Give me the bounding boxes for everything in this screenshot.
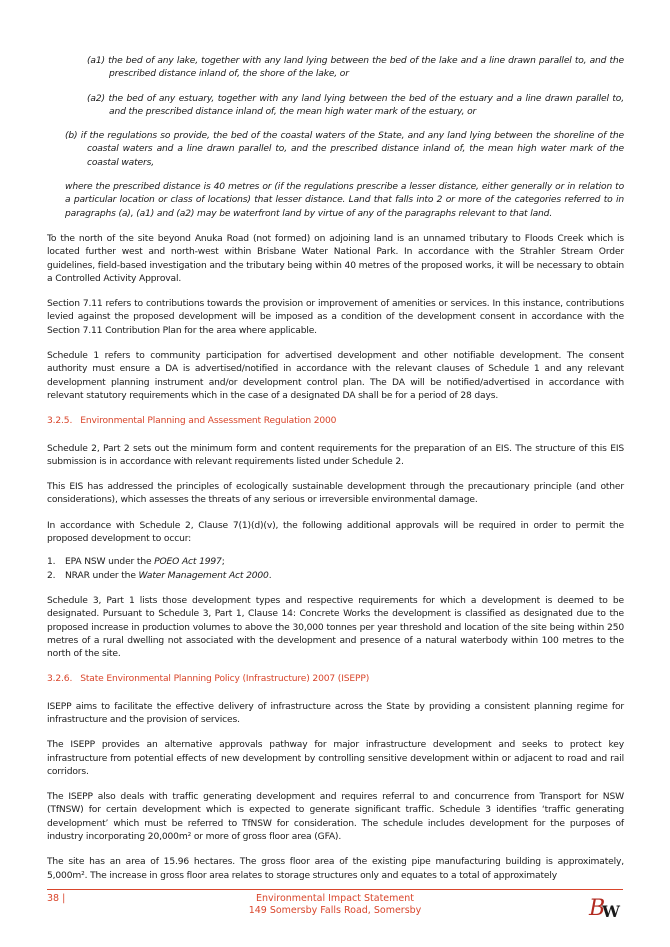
paragraph: Schedule 2, Part 2 sets out the minimum form and content requirements for the preparation of an EIS. The structure of this EIS submission is in accordance with relevant requirements listed under Schedule 2. <box>47 443 624 467</box>
paragraph: In accordance with Schedule 2, Clause 7(1)(d)(v), the following additional approvals will be required in order to permit the proposed development to occur: <box>47 520 624 545</box>
list-item: 1. EPA NSW under the POEO Act 1997; <box>47 557 225 568</box>
quote-where: where the prescribed distance is 40 metres or (if the regulations prescribe a lesser distance, either generally or in relation to a particular location or class of locations) that lesser distance. Land that falls into 2 or more of the categories referred to in paragraphs (a), (a1) and (a2) may be waterfront land by virtue of any of the paragraphs relevant to that land. <box>65 182 624 219</box>
quote-label: (a1) <box>87 56 105 66</box>
page-body <box>47 55 624 895</box>
quote-item-a1 <box>47 55 624 82</box>
paragraph: Section 7.11 refers to contributions towards the provision or improvement of amenities or services. In this instance, contributions levied against the proposed development will be imposed as a condition of the development consent in accordance with the Section 7.11 Contribution Plan for the area where applicable. <box>47 299 624 336</box>
logo-letter-w: W <box>602 902 620 921</box>
footer-divider <box>47 889 623 890</box>
section-number: 3.2.6. <box>47 674 73 685</box>
quote-text: if the regulations so provide, the bed of the coastal waters of the State, and any land lying between the shoreline of the coastal waters and a line drawn parallel to, and the prescribed distance inland of, the mean high water mark of the coastal waters, <box>80 131 624 168</box>
quote-item-b <box>47 130 624 170</box>
paragraph: Schedule 1 refers to community participation for advertised development and other notifiable development. The consent authority must ensure a DA is advertised/notified in accordance with the relevant clauses of Schedule 1 and any relevant development planning instrument and/or development control plan. The DA will be notified/advertised in accordance with relevant statutory requirements which in the case of a designated DA shall be for a period of 28 days. <box>47 351 624 401</box>
section-heading-3-2-5 <box>47 415 624 428</box>
section-title: State Environmental Planning Policy (Infrastructure) 2007 (ISEPP) <box>80 674 370 685</box>
list-item: 2. NRAR under the Water Management Act 2000. <box>47 570 272 581</box>
paragraph: Schedule 3, Part 1 lists those development types and respective requirements for which a development is deemed to be designated. Pursuant to Schedule 3, Part 1, Clause 14: Concrete Works the development is classified as designated due to the proposed increase in production volumes to above the 30,000 tonnes per year threshold and location of the site being within 250 metres of a rural dwelling not associated with the development and presence of a natural waterbody within 100 metres to the north of the site. <box>47 595 624 660</box>
quote-text: the bed of any lake, together with any land lying between the bed of the lake and a line drawn parallel to, and the prescribed distance inland of, the shore of the lake, or <box>108 56 624 80</box>
paragraph: ISEPP aims to facilitate the effective delivery of infrastructure across the State by providing a consistent planning regime for infrastructure and the provision of services. <box>47 701 624 725</box>
logo-letter-b: B <box>589 896 606 921</box>
paragraph: The ISEPP also deals with traffic generating development and requires referral to and concurrence from Transport for NSW (TfNSW) for certain development which is expected to generate significant traffic. Schedule 3 identifies ‘traffic generating development’ which must be referred to TfNSW for consideration. The schedule includes development for the purposes of industry incorporating 20,000m² or more of gross floor area (GFA). <box>47 792 624 843</box>
footer-title <box>0 893 670 916</box>
quote-label: (b) <box>65 131 78 142</box>
paragraph: To the north of the site beyond Anuka Road (not formed) on adjoining land is an unnamed tributary to Floods Creek which is located further west and north-west within Brisbane Water National Park. In accordance with the Strahler Stream Order guidelines, field-based investigation and the tributary being within 40 metres of the proposed works, it will be necessary to obtain a Controlled Activity Approval. <box>47 233 624 284</box>
footer-title-line-2: 149 Somersby Falls Road, Somersby <box>248 904 422 916</box>
section-title: Environmental Planning and Assessment Regulation 2000 <box>80 416 337 427</box>
paragraph: The site has an area of 15.96 hectares. The gross floor area of the existing pipe manufacturing building is approximately, 5,000m². The increase in gross floor area relates to storage structures only and equates to a total of approximately <box>47 857 624 881</box>
section-number: 3.2.5. <box>47 416 73 427</box>
page-number: 38 | <box>47 893 66 904</box>
quote-label: (a2) <box>87 93 105 104</box>
paragraph: The ISEPP provides an alternative approvals pathway for major infrastructure development and seeks to protect key infrastructure from potential effects of new development by controlling sensitive development within or adjacent to road and rail corridors. <box>47 740 624 777</box>
quote-item-a2 <box>47 93 624 120</box>
footer-title-line-1: Environmental Impact Statement <box>255 893 414 904</box>
quote-text: the bed of any estuary, together with any land lying between the bed of the estuary and a line drawn parallel to, and the prescribed distance inland of, the mean high water mark of the estuary, or <box>108 93 624 117</box>
paragraph: This EIS has addressed the principles of ecologically sustainable development through the precautionary principle (and other considerations), which assesses the threats of any serious or irreversible environmental damage. <box>47 482 624 506</box>
company-logo <box>587 893 623 921</box>
approvals-list <box>47 556 624 583</box>
section-heading-3-2-6 <box>47 673 624 686</box>
